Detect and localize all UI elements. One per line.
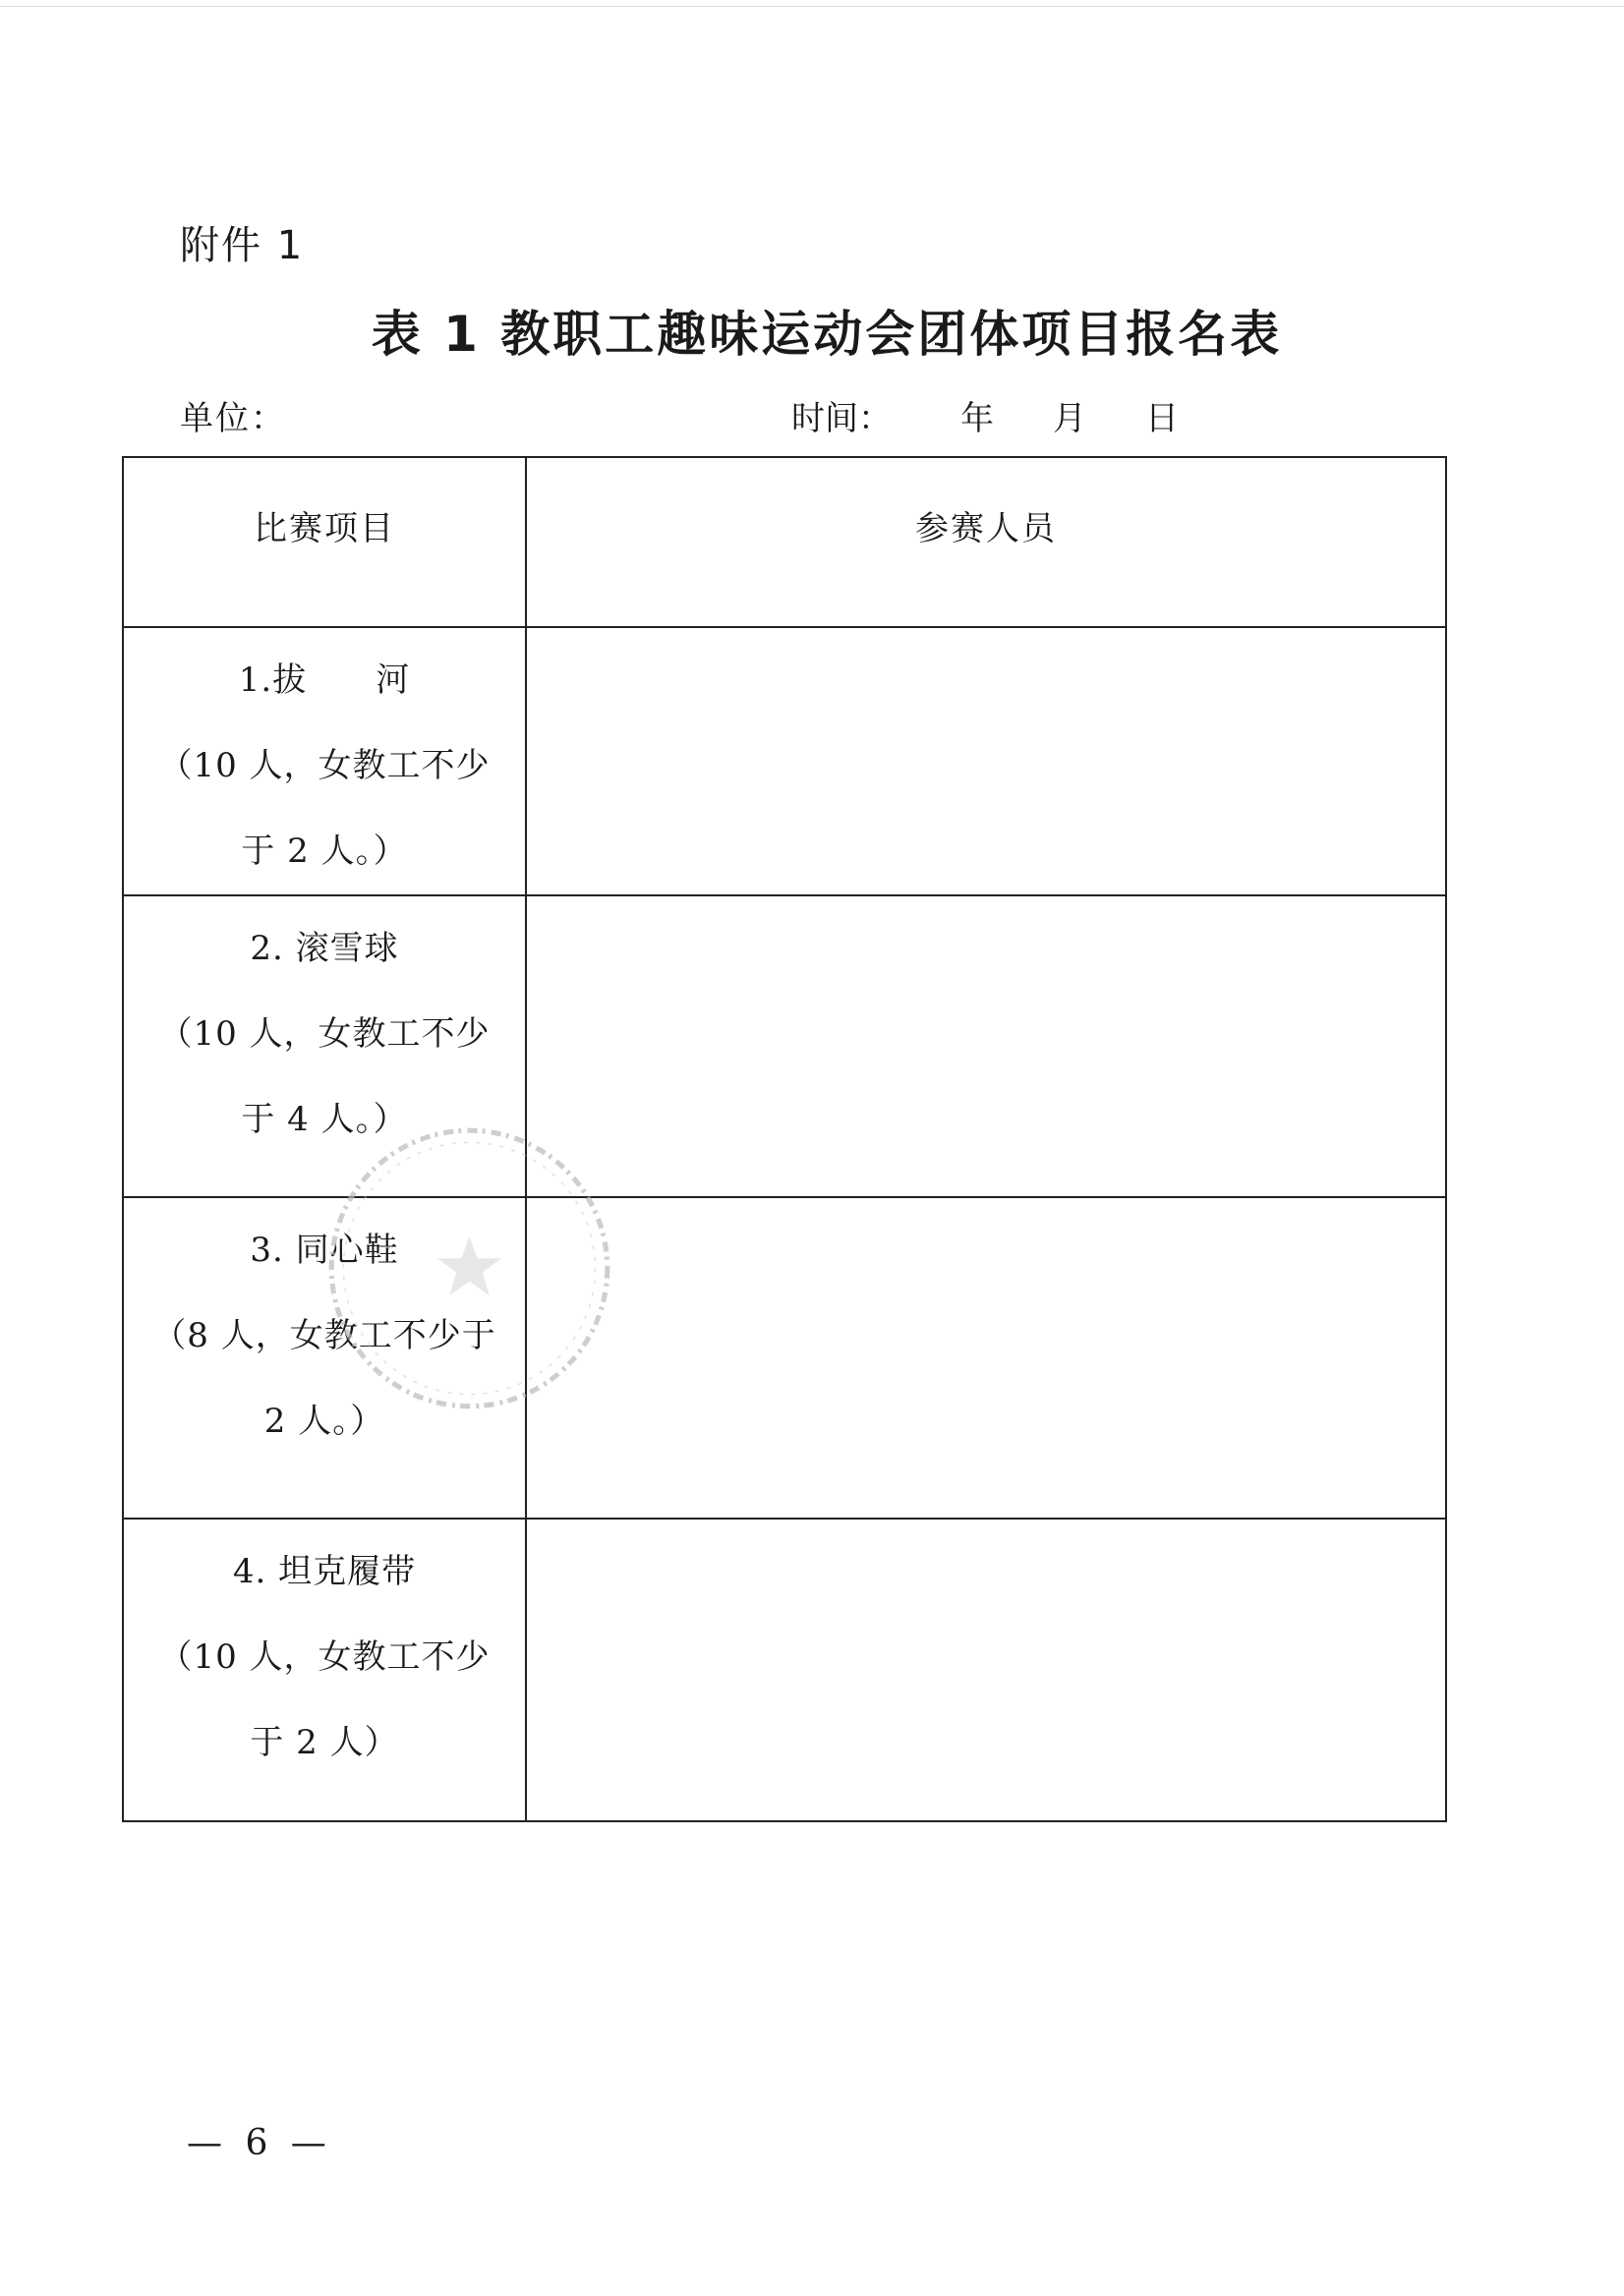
event-rule: 于 2 人） bbox=[250, 1723, 399, 1762]
time-year: 年 bbox=[960, 399, 994, 438]
event-rule: （8 人，女教工不少于 bbox=[152, 1316, 496, 1355]
header-participants: 参赛人员 bbox=[526, 457, 1446, 627]
participants-cell[interactable] bbox=[526, 627, 1446, 895]
participants-cell[interactable] bbox=[526, 1197, 1446, 1519]
registration-table bbox=[122, 456, 1447, 1822]
participants-cell[interactable] bbox=[526, 895, 1446, 1197]
event-name: 1.拔 河 bbox=[238, 660, 411, 700]
event-name: 3. 同心鞋 bbox=[250, 1231, 399, 1270]
event-cell bbox=[123, 627, 526, 895]
event-cell bbox=[123, 1519, 526, 1821]
event-name: 4. 坦克履带 bbox=[232, 1552, 417, 1591]
page-number: — 6 — bbox=[187, 2123, 332, 2163]
table-row bbox=[123, 627, 1446, 895]
page-title: 表 1 教职工趣味运动会团体项目报名表 bbox=[371, 306, 1283, 363]
event-rule: （10 人，女教工不少 bbox=[158, 746, 491, 785]
event-rule: （10 人，女教工不少 bbox=[158, 1637, 491, 1677]
time-day: 日 bbox=[1145, 399, 1179, 438]
event-cell bbox=[123, 895, 526, 1197]
time-line bbox=[791, 391, 1179, 439]
table-row bbox=[123, 1197, 1446, 1519]
time-label: 时间： bbox=[791, 399, 892, 438]
participants-cell[interactable] bbox=[526, 1519, 1446, 1821]
unit-label: 单位： bbox=[180, 399, 286, 438]
table-header-row bbox=[123, 457, 1446, 627]
table-row bbox=[123, 895, 1446, 1197]
time-month: 月 bbox=[1053, 399, 1086, 438]
table-row bbox=[123, 1519, 1446, 1821]
page-top-edge bbox=[0, 6, 1624, 7]
event-rule: 于 4 人。） bbox=[241, 1100, 408, 1139]
event-rule: 2 人。） bbox=[263, 1402, 385, 1441]
event-rule: （10 人，女教工不少 bbox=[158, 1014, 491, 1054]
event-cell bbox=[123, 1197, 526, 1519]
attachment-label: 附件 1 bbox=[180, 223, 305, 268]
event-name: 2. 滚雪球 bbox=[250, 929, 399, 968]
header-event: 比赛项目 bbox=[123, 457, 526, 627]
event-rule: 于 2 人。） bbox=[241, 832, 408, 871]
